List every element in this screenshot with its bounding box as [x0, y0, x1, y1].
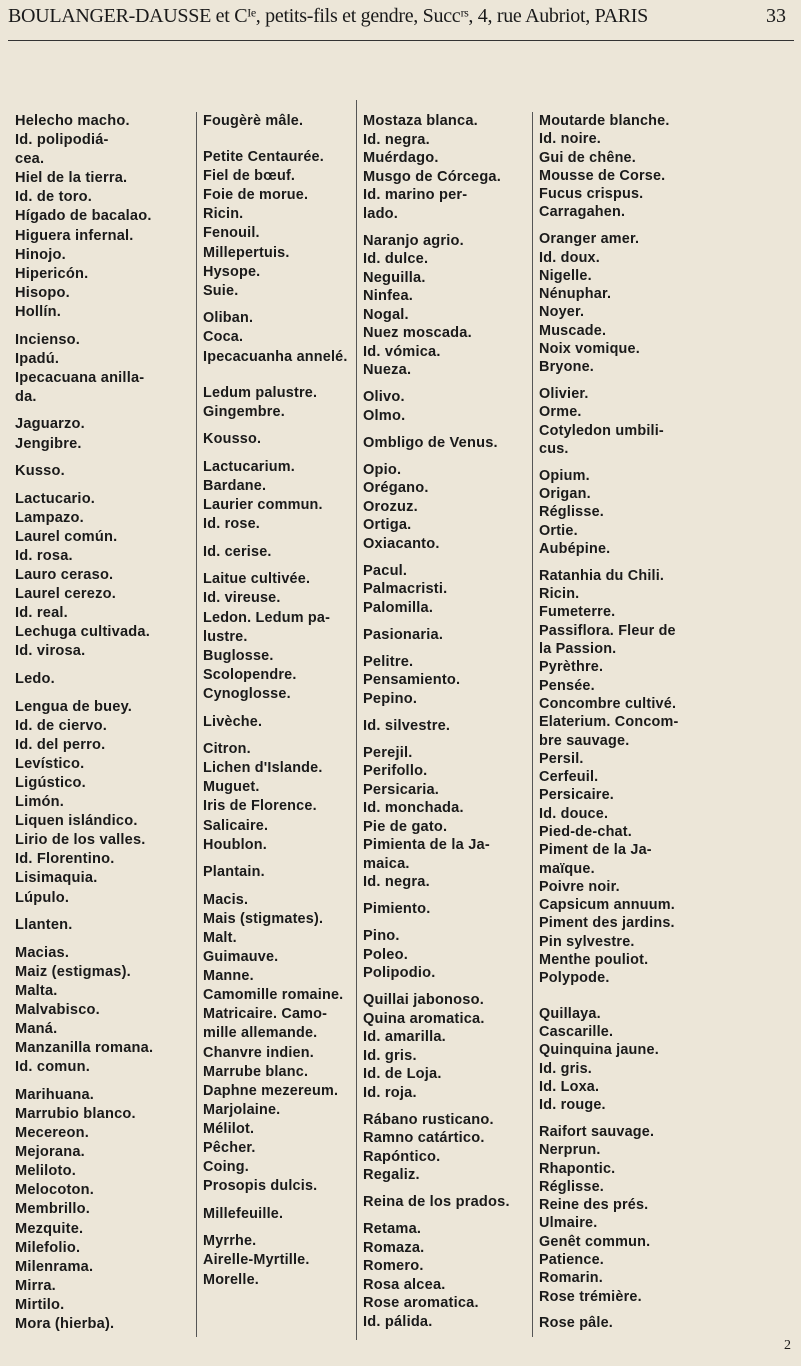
- entry-line: [203, 367, 348, 376]
- entry-line: Id. gris.: [539, 1060, 592, 1077]
- publisher-heading: BOULANGER-DAUSSE et Cᴵᵉ, petits-fils et gendre, Succʳˢ, 4, rue Aubriot, PARIS: [8, 5, 648, 27]
- entry-line: Ipecacuana anilla-: [15, 369, 145, 386]
- entry-line: Romero.: [363, 1258, 424, 1274]
- entry-line: Orozuz.: [363, 498, 418, 515]
- entry-line: Polipodio.: [363, 965, 436, 981]
- entry-line: [203, 301, 348, 310]
- entry-line: [363, 1185, 510, 1194]
- right-french-column: [539, 112, 679, 1333]
- entry-line: Id. de toro.: [15, 189, 92, 206]
- entry-line: Id. douce.: [539, 805, 609, 822]
- entry-line: Maiz (estigmas).: [15, 963, 131, 980]
- entry-line: Carragahen.: [539, 204, 626, 221]
- entry-line: Hipericón.: [15, 265, 89, 282]
- entry-line: Quillaya.: [539, 1005, 601, 1022]
- entry-line: Pepino.: [363, 690, 418, 707]
- entry-line: Id. dulce.: [363, 251, 429, 267]
- entry-line: Millefeuille.: [203, 1205, 284, 1222]
- entry-line: Ledon. Ledum pa-: [203, 609, 331, 626]
- entry-line: [15, 481, 153, 490]
- entry-line: Cascarille.: [539, 1023, 614, 1040]
- entry-line: Lichen d'Islande.: [203, 760, 323, 777]
- entry-line: Marihuana.: [15, 1086, 95, 1103]
- entry-line: la Passion.: [539, 641, 617, 658]
- header-rule: [8, 40, 794, 41]
- entry-line: Orme.: [539, 404, 582, 421]
- entry-line: [203, 1224, 348, 1233]
- entry-line: Ulmaire.: [539, 1215, 598, 1232]
- entry-line: Fumeterre.: [539, 604, 616, 621]
- entry-line: Houblon.: [203, 836, 267, 853]
- entry-line: maica.: [363, 855, 410, 872]
- entry-line: [203, 562, 348, 571]
- entry-line: Millepertuis.: [203, 244, 290, 261]
- entry-line: Hysope.: [203, 263, 261, 280]
- entry-line: Regaliz.: [363, 1167, 420, 1183]
- entry-line: Lauro ceraso.: [15, 567, 114, 584]
- entry-line: Lisimaquia.: [15, 870, 98, 887]
- entry-line: cus.: [539, 441, 569, 458]
- entry-line: Id. gris.: [363, 1047, 417, 1064]
- entry-line: [15, 1077, 153, 1086]
- entry-line: [15, 935, 153, 944]
- entry-line: Ricin.: [539, 586, 580, 603]
- entry-line: Hisopo.: [15, 284, 70, 301]
- entry-line: Limón.: [15, 794, 65, 811]
- entry-line: [539, 988, 679, 997]
- entry-line: Neguilla.: [363, 269, 426, 286]
- entry-line: Oxiacanto.: [363, 535, 440, 552]
- entry-line: Pêcher.: [203, 1140, 256, 1156]
- entry-line: Ipecacuanha annelé.: [203, 348, 348, 365]
- entry-line: Rapóntico.: [363, 1148, 441, 1165]
- entry-line: [363, 553, 510, 562]
- entry-line: Kousso.: [203, 431, 262, 448]
- entry-line: Lirio de los valles.: [15, 832, 146, 849]
- entry-line: [15, 454, 153, 463]
- entry-line: Orégano.: [363, 480, 429, 496]
- entry-line: Id. rosa.: [15, 547, 73, 564]
- entry-line: [539, 377, 679, 386]
- left-french-column: [203, 112, 348, 1290]
- entry-line: Ortie.: [539, 522, 578, 539]
- entry-line: Passiflora. Fleur de: [539, 622, 676, 639]
- entry-line: Macias.: [15, 944, 70, 961]
- entry-line: Reina de los prados.: [363, 1194, 510, 1210]
- entry-line: Id. roja.: [363, 1084, 417, 1101]
- entry-line: [15, 322, 153, 331]
- entry-line: Pimiento.: [363, 901, 431, 917]
- entry-line: Lampazo.: [15, 509, 84, 526]
- entry-line: Nogal.: [363, 306, 409, 323]
- entry-line: Malt.: [203, 929, 237, 946]
- entry-line: Lactucario.: [15, 490, 96, 507]
- entry-line: Persil.: [539, 750, 584, 767]
- entry-line: Elaterium. Concom-: [539, 714, 679, 731]
- entry-line: Ricin.: [203, 206, 244, 223]
- entry-line: Id. virosa.: [15, 643, 86, 660]
- entry-line: Rose aromatica.: [363, 1295, 479, 1311]
- entry-line: Jengibre.: [15, 435, 82, 452]
- entry-line: Ledo.: [15, 671, 55, 688]
- left-column-divider: [196, 112, 197, 1337]
- entry-line: Pied-de-chat.: [539, 823, 632, 840]
- entry-line: Id. cerise.: [203, 543, 272, 560]
- entry-line: Petite Centaurée.: [203, 149, 324, 166]
- entry-line: Nerprun.: [539, 1142, 601, 1159]
- entry-line: Cerfeuil.: [539, 769, 599, 786]
- entry-line: Id. negra.: [363, 874, 430, 890]
- left-spanish-column: [15, 112, 153, 1334]
- entry-line: Noyer.: [539, 304, 585, 321]
- entry-line: Laurier commun.: [203, 497, 323, 514]
- entry-line: Meliloto.: [15, 1163, 76, 1180]
- entry-line: Matricaire. Camo-: [203, 1006, 328, 1023]
- entry-line: Palomilla.: [363, 599, 434, 616]
- entry-line: Id. silvestre.: [363, 717, 451, 734]
- entry-line: Id. marino per-: [363, 187, 468, 203]
- entry-line: Bryone.: [539, 359, 594, 376]
- entry-line: [363, 708, 510, 717]
- entry-line: Id. vómica.: [363, 343, 441, 360]
- entry-line: Persicaire.: [539, 787, 615, 804]
- entry-line: [203, 732, 348, 741]
- entry-line: [203, 375, 348, 384]
- entry-line: Persicaria.: [363, 781, 440, 798]
- entry-line: Gui de chêne.: [539, 149, 636, 166]
- entry-line: [539, 458, 679, 467]
- entry-line: Pimienta de la Ja-: [363, 837, 490, 853]
- entry-line: Gingembre.: [203, 403, 285, 420]
- entry-line: Llanten.: [15, 917, 73, 934]
- entry-line: Suie.: [203, 282, 239, 299]
- entry-line: Id. comun.: [15, 1059, 90, 1076]
- entry-line: Opium.: [539, 467, 590, 484]
- entry-line: Liquen islándico.: [15, 813, 138, 830]
- entry-line: Jaguarzo.: [15, 416, 85, 433]
- entry-line: bre sauvage.: [539, 732, 630, 749]
- entry-line: Daphne mezereum.: [203, 1082, 339, 1099]
- entry-line: Id. noire.: [539, 131, 601, 148]
- entry-line: [15, 662, 153, 671]
- entry-line: [363, 892, 510, 901]
- entry-line: [363, 380, 510, 389]
- entry-line: [539, 996, 679, 1005]
- entry-line: Muguet.: [203, 779, 260, 796]
- entry-line: Id. Florentino.: [15, 851, 115, 868]
- entry-line: Concombre cultivé.: [539, 695, 677, 712]
- entry-line: [203, 140, 348, 149]
- entry-line: Musgo de Córcega.: [363, 168, 502, 185]
- entry-line: Nuez moscada.: [363, 325, 472, 341]
- entry-line: [203, 131, 348, 140]
- entry-line: Macis.: [203, 891, 249, 908]
- entry-line: Malta.: [15, 982, 58, 999]
- entry-line: Mirra.: [15, 1277, 56, 1294]
- entry-line: Mais (stigmates).: [203, 910, 324, 927]
- entry-line: maïque.: [539, 860, 595, 877]
- entry-line: mille allemande.: [203, 1025, 318, 1042]
- entry-line: Naranjo agrio.: [363, 232, 464, 249]
- entry-line: Mecereon.: [15, 1125, 89, 1142]
- entry-line: Oranger amer.: [539, 231, 640, 248]
- entry-line: Id. amarilla.: [363, 1029, 446, 1045]
- entry-line: Membrillo.: [15, 1201, 90, 1218]
- entry-line: Id. monchada.: [363, 800, 464, 816]
- entry-line: [363, 735, 510, 744]
- entry-line: Laurel cerezo.: [15, 586, 116, 603]
- entry-line: Id. del perro.: [15, 736, 106, 753]
- entry-line: Lactucarium.: [203, 458, 295, 475]
- entry-line: Mousse de Corse.: [539, 167, 666, 184]
- entry-line: Laurel común.: [15, 528, 118, 545]
- entry-line: Mezquite.: [15, 1220, 84, 1237]
- right-spanish-column: [363, 112, 510, 1331]
- entry-line: Noix vomique.: [539, 341, 640, 358]
- entry-line: Scolopendre.: [203, 666, 297, 683]
- entry-line: [363, 983, 510, 992]
- entry-line: Capsicum annuum.: [539, 897, 675, 914]
- entry-line: [363, 644, 510, 653]
- entry-line: Citron.: [203, 741, 251, 758]
- entry-line: Rhapontic.: [539, 1160, 616, 1177]
- entry-line: Mora (hierba).: [15, 1316, 115, 1333]
- entry-line: Ortiga.: [363, 517, 412, 533]
- entry-line: [363, 425, 510, 434]
- entry-line: Id. doux.: [539, 249, 600, 266]
- entry-line: [203, 422, 348, 431]
- entry-line: Muérdago.: [363, 150, 439, 166]
- entry-line: Lengua de buey.: [15, 698, 133, 715]
- entry-line: Rosa alcea.: [363, 1276, 446, 1293]
- entry-line: Id. polipodiá-: [15, 132, 109, 149]
- entry-line: Fucus crispus.: [539, 186, 644, 203]
- entry-line: Nénuphar.: [539, 286, 612, 303]
- right-column-divider: [532, 112, 533, 1337]
- entry-line: [15, 407, 153, 416]
- entry-line: Id. rouge.: [539, 1097, 606, 1114]
- entry-line: Nueza.: [363, 362, 412, 378]
- entry-line: Id. negra.: [363, 131, 430, 148]
- entry-line: Myrrhe.: [203, 1233, 257, 1250]
- entry-line: Lúpulo.: [15, 889, 70, 906]
- entry-line: Quinquina jaune.: [539, 1042, 659, 1059]
- entry-line: Pensamiento.: [363, 672, 461, 688]
- entry-line: Palmacristi.: [363, 581, 448, 597]
- entry-line: Opio.: [363, 461, 402, 478]
- entry-line: Rose pâle.: [539, 1315, 613, 1332]
- page-header: [0, 0, 801, 34]
- center-column-divider: [356, 100, 357, 1340]
- entry-line: [203, 449, 348, 458]
- entry-line: Id. vireuse.: [203, 590, 281, 607]
- entry-line: Mejorana.: [15, 1144, 85, 1161]
- entry-line: Iris de Florence.: [203, 798, 317, 815]
- entry-line: Cotyledon umbili-: [539, 422, 664, 439]
- entry-line: Salicaire.: [203, 817, 269, 834]
- entry-line: Manzanilla romana.: [15, 1040, 154, 1057]
- entry-line: Buglosse.: [203, 647, 274, 664]
- entry-line: Romarin.: [539, 1270, 603, 1287]
- entry-line: [539, 1114, 679, 1123]
- entry-line: Hiel de la tierra.: [15, 170, 128, 187]
- entry-line: Pino.: [363, 928, 400, 944]
- entry-line: Olivo.: [363, 389, 405, 405]
- entry-line: Morelle.: [203, 1271, 259, 1288]
- entry-line: Marjolaine.: [203, 1101, 281, 1118]
- entry-line: Fougèrè mâle.: [203, 113, 304, 129]
- entry-line: [539, 1306, 679, 1315]
- entry-line: Malvabisco.: [15, 1002, 100, 1019]
- entry-line: Id. de Loja.: [363, 1066, 442, 1082]
- entry-line: Polypode.: [539, 970, 610, 987]
- entry-line: [203, 704, 348, 713]
- entry-line: Poleo.: [363, 946, 408, 963]
- entry-line: Muscade.: [539, 322, 607, 339]
- entry-line: Pin sylvestre.: [539, 933, 635, 950]
- entry-line: Rábano rusticano.: [363, 1111, 494, 1128]
- entry-line: Hinojo.: [15, 246, 66, 263]
- entry-line: da.: [15, 388, 37, 405]
- entry-line: Réglisse.: [539, 1178, 604, 1195]
- entry-line: Piment de la Ja-: [539, 842, 652, 859]
- entry-line: [203, 855, 348, 864]
- entry-line: [15, 689, 153, 698]
- entry-line: Ninfea.: [363, 288, 414, 304]
- entry-line: Oliban.: [203, 310, 254, 327]
- entry-line: Ratanhia du Chili.: [539, 567, 665, 584]
- entry-line: [363, 919, 510, 928]
- entry-line: Perifollo.: [363, 763, 428, 779]
- entry-line: Laitue cultivée.: [203, 571, 311, 588]
- entry-line: Réglisse.: [539, 504, 604, 521]
- entry-line: Marrubio blanco.: [15, 1106, 136, 1122]
- entry-line: [203, 1196, 348, 1205]
- entry-line: Coing.: [203, 1159, 249, 1176]
- entry-line: Raifort sauvage.: [539, 1123, 655, 1140]
- entry-line: Id. pálida.: [363, 1313, 433, 1330]
- entry-line: Helecho macho.: [15, 113, 130, 129]
- entry-line: Mélilot.: [203, 1120, 255, 1137]
- entry-line: Perejil.: [363, 744, 413, 761]
- entry-line: Incienso.: [15, 331, 81, 348]
- entry-line: Chanvre indien.: [203, 1044, 314, 1061]
- entry-line: Nigelle.: [539, 267, 592, 284]
- entry-line: [363, 223, 510, 232]
- entry-line: Bardane.: [203, 478, 267, 494]
- entry-line: Poivre noir.: [539, 878, 620, 895]
- entry-line: [363, 1212, 510, 1221]
- entry-line: Livèche.: [203, 713, 263, 730]
- entry-line: Levístico.: [15, 755, 85, 772]
- entry-line: Rose trémière.: [539, 1288, 642, 1305]
- entry-line: Olmo.: [363, 407, 406, 424]
- entry-line: Id. de ciervo.: [15, 717, 108, 734]
- entry-line: Fiel de bœuf.: [203, 168, 296, 185]
- entry-line: Higuera infernal.: [15, 227, 134, 244]
- entry-line: cea.: [15, 151, 45, 168]
- entry-line: Maná.: [15, 1021, 58, 1038]
- entry-line: Fenouil.: [203, 225, 260, 242]
- entry-line: Pelitre.: [363, 653, 414, 670]
- entry-line: Romaza.: [363, 1239, 425, 1256]
- entry-line: [15, 908, 153, 917]
- entry-line: [203, 882, 348, 891]
- entry-line: Cynoglosse.: [203, 685, 291, 702]
- entry-line: Melocoton.: [15, 1182, 95, 1199]
- entry-line: Origan.: [539, 486, 591, 503]
- entry-line: Genêt commun.: [539, 1233, 651, 1250]
- entry-line: [539, 558, 679, 567]
- entry-line: Piment des jardins.: [539, 915, 675, 932]
- entry-line: Marrube blanc.: [203, 1063, 309, 1080]
- entry-line: [363, 452, 510, 461]
- entry-line: Foie de morue.: [203, 187, 309, 204]
- entry-line: Ledum palustre.: [203, 384, 318, 401]
- entry-line: Pasionaria.: [363, 626, 444, 643]
- entry-line: Pensée.: [539, 677, 595, 694]
- entry-line: Pacul.: [363, 562, 408, 579]
- entry-line: Airelle-Myrtille.: [203, 1252, 310, 1269]
- sheet-signature-mark: 2: [784, 1338, 791, 1353]
- entry-line: Quillai jabonoso.: [363, 992, 484, 1008]
- entry-line: Olivier.: [539, 386, 589, 403]
- entry-line: Prosopis dulcis.: [203, 1178, 318, 1195]
- entry-line: Retama.: [363, 1221, 422, 1237]
- entry-line: Mirtilo.: [15, 1296, 65, 1313]
- entry-line: Hollín.: [15, 303, 61, 320]
- entry-line: Id. real.: [15, 605, 68, 622]
- entry-line: Aubépine.: [539, 541, 611, 558]
- entry-line: Ligústico.: [15, 775, 86, 791]
- entry-line: Coca.: [203, 329, 244, 346]
- entry-line: Pyrèthre.: [539, 659, 604, 676]
- entry-line: Id. Loxa.: [539, 1078, 600, 1095]
- entry-line: Milenrama.: [15, 1258, 94, 1275]
- entry-line: [363, 617, 510, 626]
- entry-line: Manne.: [203, 968, 254, 985]
- entry-line: [363, 1102, 510, 1111]
- entry-line: Plantain.: [203, 864, 265, 881]
- entry-line: Ombligo de Venus.: [363, 434, 498, 451]
- entry-line: lado.: [363, 205, 399, 222]
- entry-line: Quina aromatica.: [363, 1010, 485, 1027]
- entry-line: Moutarde blanche.: [539, 113, 670, 129]
- entry-line: Ipadú.: [15, 350, 60, 367]
- entry-line: Milefolio.: [15, 1239, 81, 1256]
- entry-line: Guimauve.: [203, 949, 279, 966]
- page-number: 33: [766, 5, 786, 27]
- entry-line: Camomille romaine.: [203, 987, 344, 1004]
- entry-line: Reine des prés.: [539, 1197, 649, 1214]
- entry-line: Mostaza blanca.: [363, 113, 478, 129]
- entry-line: Menthe pouliot.: [539, 952, 649, 969]
- entry-line: Pie de gato.: [363, 818, 448, 835]
- entry-line: Ramno catártico.: [363, 1130, 485, 1146]
- entry-line: Lechuga cultivada.: [15, 624, 150, 641]
- entry-line: [539, 222, 679, 231]
- entry-line: Kusso.: [15, 463, 65, 480]
- entry-line: [203, 534, 348, 543]
- entry-line: lustre.: [203, 628, 248, 645]
- entry-line: Hígado de bacalao.: [15, 208, 152, 225]
- entry-line: Patience.: [539, 1252, 604, 1269]
- entry-line: Id. rose.: [203, 516, 260, 533]
